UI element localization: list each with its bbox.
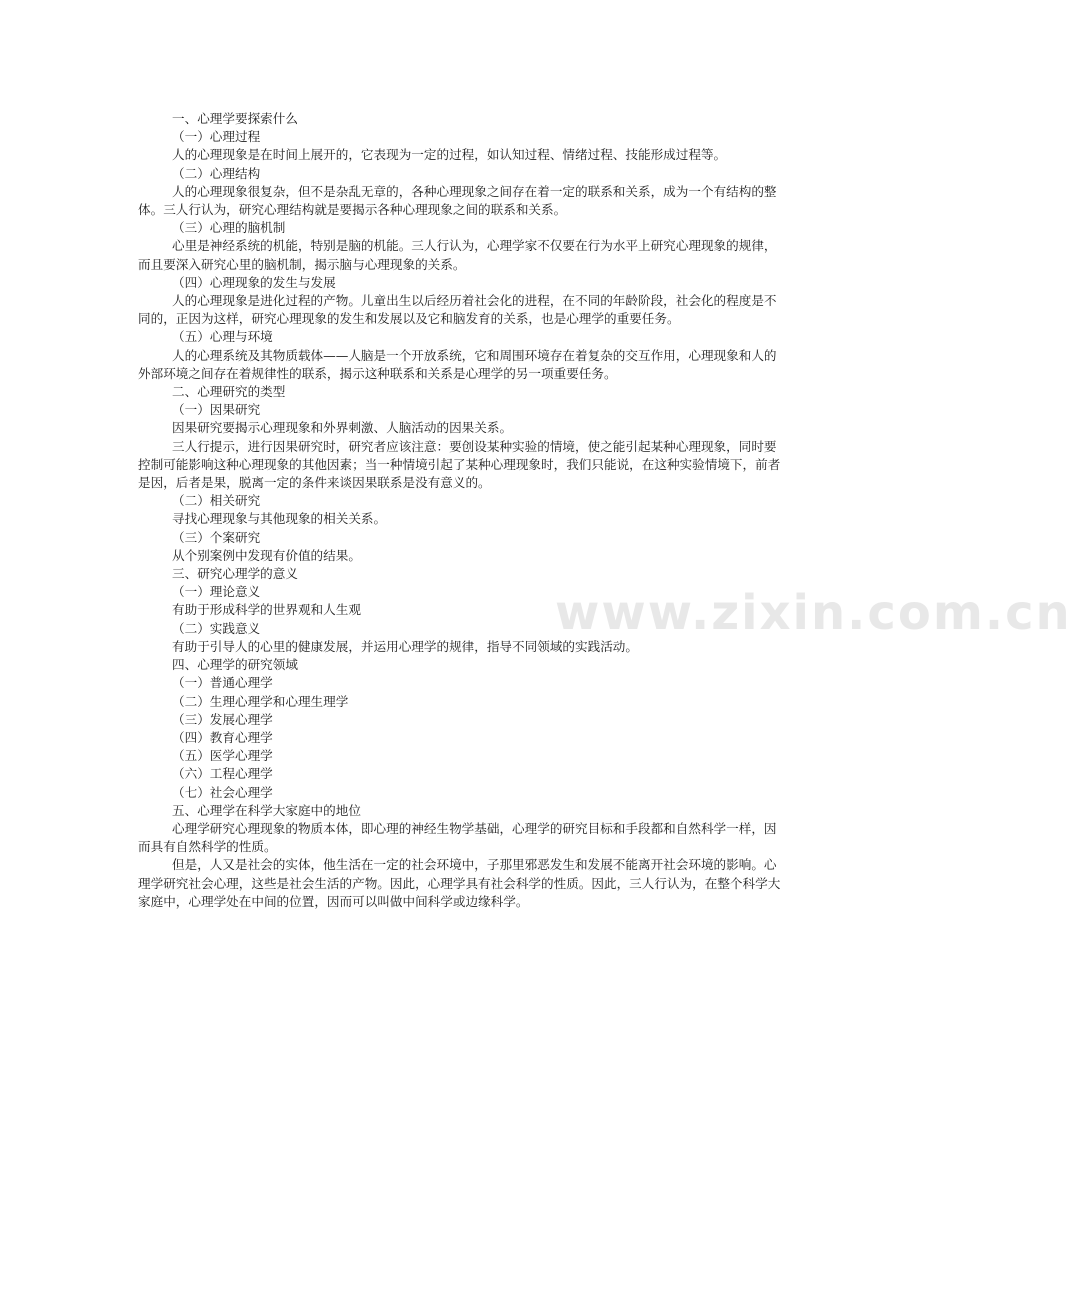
paragraph: 人的心理现象很复杂，但不是杂乱无章的，各种心理现象之间存在着一定的联系和关系，成为一个有结构的整体。三人行认为，研究心理结构就是要揭示各种心理现象之间的联系和关系。 xyxy=(138,183,777,218)
paragraph: 人的心理现象是进化过程的产物。儿童出生以后经历着社会化的进程，在不同的年龄阶段，社会化的程度是不同的，正因为这样，研究心理现象的发生和发展以及它和脑发育的关系，也是心理学的重要任务。 xyxy=(138,293,777,327)
subheading: （三）心理的脑机制 xyxy=(172,220,286,236)
paragraph: 有助于形成科学的世界观和人生观 xyxy=(172,602,361,618)
paragraph: 心里是神经系统的机能，特别是脑的机能。三人行认为，心理学家不仅要在行为水平上研究心理现象的规律，而且要深入研究心里的脑机制，揭示脑与心理现象的关系。 xyxy=(138,238,777,272)
list-item: （四）教育心理学 xyxy=(172,729,273,745)
subheading: （二）实践意义 xyxy=(172,620,261,636)
section-heading-4: 四、心理学的研究领域 xyxy=(172,657,298,673)
list-item: （一）普通心理学 xyxy=(172,675,273,691)
list-item: （三）发展心理学 xyxy=(172,711,273,727)
paragraph: 寻找心理现象与其他现象的相关关系。 xyxy=(172,511,387,527)
section-heading-3: 三、研究心理学的意义 xyxy=(172,566,298,582)
paragraph: 三人行提示，进行因果研究时，研究者应该注意：要创设某种实验的情境，使之能引起某种心理现象，同时要控制可能影响这种心理现象的其他因素；当一种情境引起了某种心理现象时，我们只能说，在这种实验情境下，前者是因，后者是果，脱离一定的条件来谈因果联系是没有意义的。 xyxy=(138,438,781,491)
subheading: （二）相关研究 xyxy=(172,493,261,509)
section-heading-1: 一、心理学要探索什么 xyxy=(172,111,298,126)
paragraph: 但是，人又是社会的实体，他生活在一定的社会环境中，子那里邪恶发生和发展不能离开社会环境的影响。心理学研究社会心理，这些是社会生活的产物。因此，心理学具有社会科学的性质。因此，三人行认为，在整个科学大家庭中，心理学处在中间的位置，因而可以叫做中间科学或边缘科学。 xyxy=(138,857,781,909)
paragraph: 人的心理现象是在时间上展开的，它表现为一定的过程，如认知过程、情绪过程、技能形成过程等。 xyxy=(172,147,727,163)
list-item: （六）工程心理学 xyxy=(172,766,273,782)
subheading: （一）心理过程 xyxy=(172,129,261,145)
watermark: www.zixin.com.cn xyxy=(555,585,1072,641)
list-item: （二）生理心理学和心理生理学 xyxy=(172,693,349,709)
subheading: （四）心理现象的发生与发展 xyxy=(172,274,336,290)
document-body xyxy=(138,110,788,911)
section-heading-5: 五、心理学在科学大家庭中的地位 xyxy=(172,802,361,818)
section-heading-2: 二、心理研究的类型 xyxy=(172,384,286,400)
subheading: （一）因果研究 xyxy=(172,402,261,418)
subheading: （三）个案研究 xyxy=(172,529,261,545)
paragraph: 因果研究要揭示心理现象和外界刺激、人脑活动的因果关系。 xyxy=(172,420,513,436)
paragraph: 从个别案例中发现有价值的结果。 xyxy=(172,547,361,563)
list-item: （五）医学心理学 xyxy=(172,748,273,764)
paragraph: 心理学研究心理现象的物质本体，即心理的神经生物学基础，心理学的研究目标和手段都和自然科学一样，因而具有自然科学的性质。 xyxy=(138,820,777,855)
list-item: （七）社会心理学 xyxy=(172,784,273,800)
subheading: （一）理论意义 xyxy=(172,584,261,600)
subheading: （二）心理结构 xyxy=(172,165,261,181)
paragraph: 人的心理系统及其物质载体——人脑是一个开放系统，它和周围环境存在着复杂的交互作用，心理现象和人的外部环境之间存在着规律性的联系，揭示这种联系和关系是心理学的另一项重要任务。 xyxy=(138,347,777,381)
paragraph: 有助于引导人的心里的健康发展，并运用心理学的规律，指导不同领域的实践活动。 xyxy=(172,638,638,654)
subheading: （五）心理与环境 xyxy=(172,329,273,345)
